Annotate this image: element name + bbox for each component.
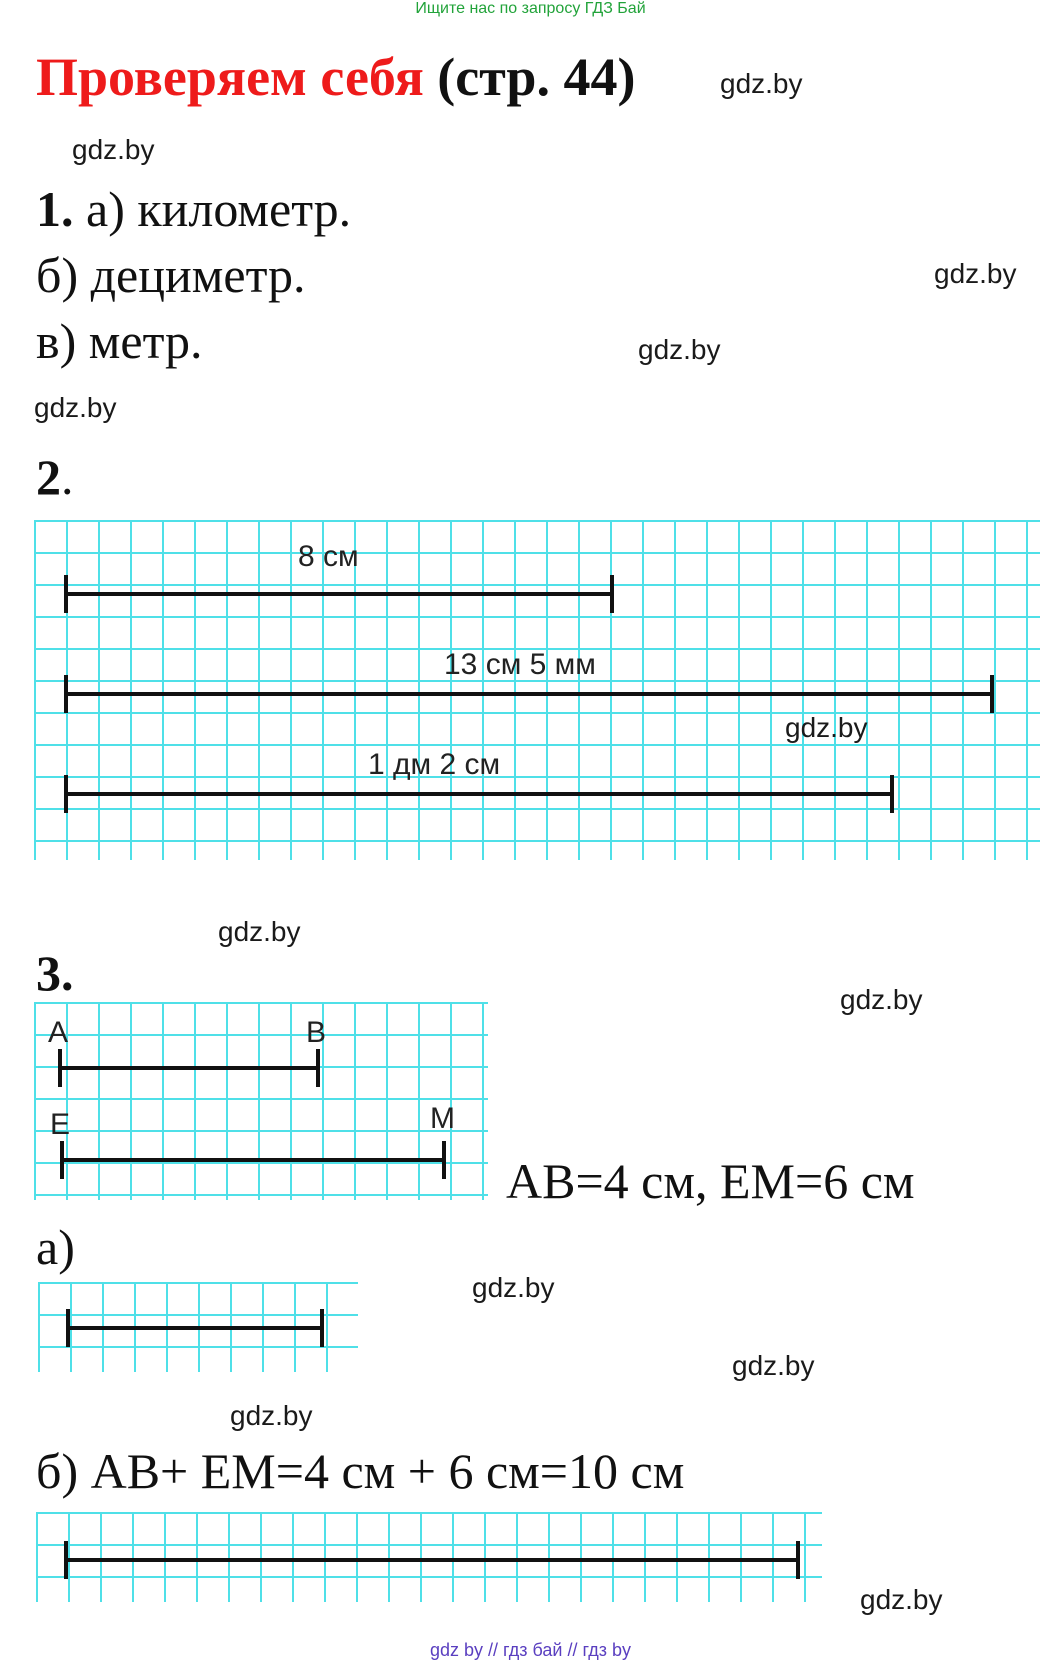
point-a-label: A — [48, 1016, 69, 1049]
segment-endpoint — [64, 1541, 68, 1579]
title-page-ref: (стр. 44) — [437, 47, 636, 107]
task2-heading — [36, 448, 74, 506]
segment-endpoint — [64, 775, 68, 813]
segment-ab — [58, 1066, 318, 1070]
task3-part-a: а) — [36, 1219, 75, 1275]
segment-endpoint — [66, 1309, 70, 1347]
segment-em — [60, 1158, 444, 1162]
task2-segment-line — [64, 692, 992, 696]
segment-endpoint — [58, 1049, 62, 1087]
segment-endpoint — [64, 575, 68, 613]
task3a-grid — [38, 1282, 358, 1372]
task1-answer-b: б) дециметр. — [36, 247, 306, 303]
segment-endpoint — [320, 1309, 324, 1347]
task2-segment-line — [64, 792, 892, 796]
top-banner: Ищите нас по запросу ГДЗ Бай — [415, 0, 646, 17]
task2-grid — [34, 520, 1040, 860]
watermark: gdz.by — [840, 984, 923, 1015]
footer-links: gdz by // гдз бай // гдз by — [429, 1640, 632, 1660]
watermark: gdz.by — [720, 68, 803, 99]
task3-lengths: AB=4 см, EM=6 см — [506, 1153, 915, 1209]
task2-number: 2 — [36, 449, 61, 505]
task1-answer-c: в) метр. — [36, 313, 203, 369]
task3a-segment — [66, 1326, 322, 1330]
task1-line-a — [36, 180, 351, 238]
watermark: gdz.by — [638, 334, 721, 365]
segment-endpoint — [610, 575, 614, 613]
watermark: gdz.by — [472, 1272, 555, 1303]
segment-endpoint — [890, 775, 894, 813]
page-title — [36, 46, 635, 108]
task3-grid — [34, 1002, 488, 1200]
title-main: Проверяем себя — [36, 47, 424, 107]
task1-number: 1. — [36, 181, 74, 237]
segment-endpoint — [990, 675, 994, 713]
segment-endpoint — [796, 1541, 800, 1579]
watermark: gdz.by — [34, 392, 117, 423]
point-b-label: B — [306, 1016, 327, 1049]
segment-endpoint — [442, 1141, 446, 1179]
task3b-segment — [64, 1558, 798, 1562]
task3b-grid — [36, 1512, 822, 1602]
task1-answer-a: а) километр. — [86, 181, 352, 237]
task2-segment-line — [64, 592, 612, 596]
watermark: gdz.by — [72, 134, 155, 165]
task3-part-b: б) AB+ EM=4 см + 6 см=10 см — [36, 1443, 685, 1499]
segment-endpoint — [316, 1049, 320, 1087]
task2-segment-label: 1 дм 2 см — [368, 748, 501, 781]
watermark: gdz.by — [934, 258, 1017, 289]
segment-endpoint — [60, 1141, 64, 1179]
watermark: gdz.by — [785, 712, 868, 743]
task2-segment-label: 8 см — [298, 540, 359, 573]
task3-number: 3. — [36, 945, 74, 1001]
watermark: gdz.by — [860, 1584, 943, 1615]
watermark: gdz.by — [230, 1400, 313, 1431]
segment-endpoint — [64, 675, 68, 713]
watermark: gdz.by — [732, 1350, 815, 1381]
task2-dot: . — [61, 449, 74, 505]
point-e-label: E — [50, 1108, 71, 1141]
watermark: gdz.by — [218, 916, 301, 947]
task2-segment-label: 13 см 5 мм — [444, 648, 596, 681]
point-m-label: M — [430, 1102, 455, 1135]
